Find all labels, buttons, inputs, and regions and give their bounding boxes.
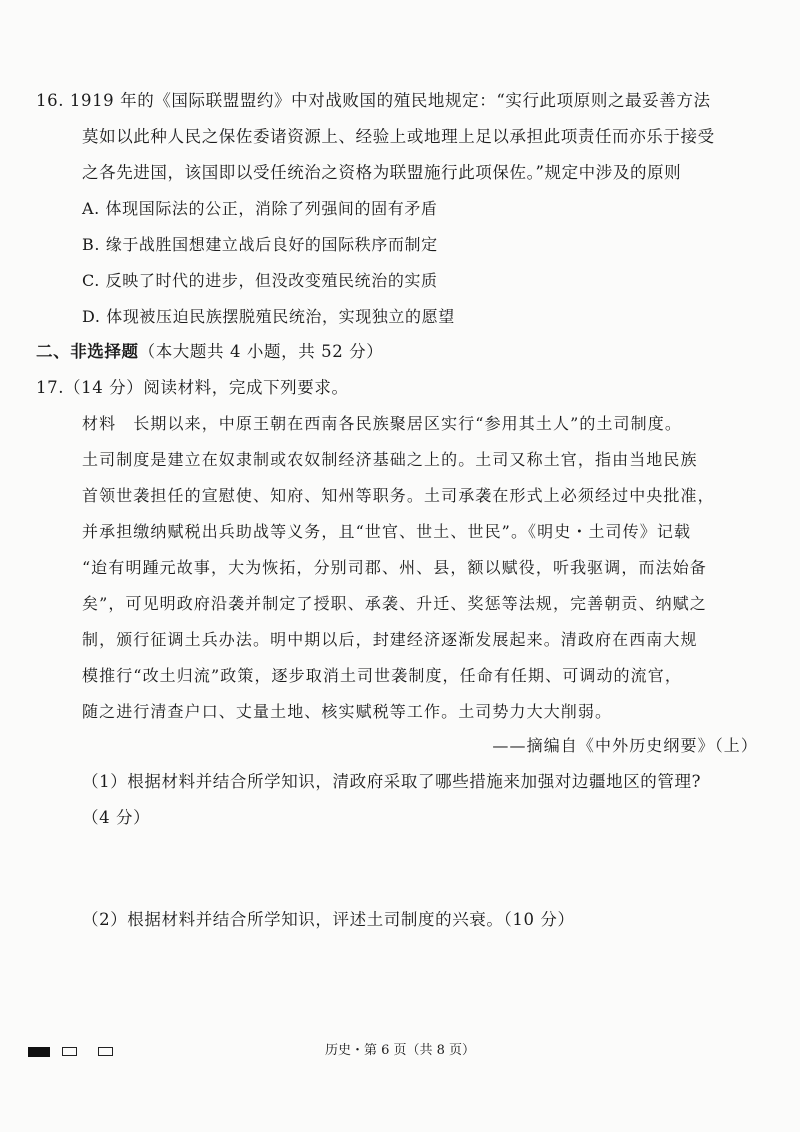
q17-material-line-4: 并承担缴纳赋税出兵助战等义务，且“世官、世土、世民”。《明史・土司传》记载 — [82, 522, 692, 541]
q17-subquestion-2: （2）根据材料并结合所学知识，评述土司制度的兴衰。（10 分） — [82, 910, 575, 929]
q16-line-1: 16. 1919 年的《国际联盟盟约》中对战败国的殖民地规定：“实行此项原则之最妥善方法 — [36, 91, 711, 110]
q17-material-line-9: 随之进行清查户口、丈量土地、核实赋税等工作。土司势力大大削弱。 — [82, 702, 613, 721]
q17-material-line-5: “迨有明踵元故事，大为恢拓，分别司郡、州、县，额以赋役，听我驱调，而法始备 — [82, 558, 707, 577]
q16-line-3: 之各先进国，该国即以受任统治之资格为联盟施行此项保佐。”规定中涉及的原则 — [82, 163, 682, 182]
q17-subquestion-1-points: （4 分） — [82, 808, 151, 827]
section-2-note: （本大题共 4 小题，共 52 分） — [138, 342, 384, 361]
q17-material-line-3: 首领世袭担任的宣慰使、知府、知州等职务。土司承袭在形式上必须经过中央批准， — [82, 486, 715, 505]
q17-source-citation: ——摘编自《中外历史纲要》（上） — [492, 736, 758, 755]
q16-option-b: B. 缘于战胜国想建立战后良好的国际秩序而制定 — [82, 235, 438, 254]
q16-line-2: 莫如以此种人民之保佐委诸资源上、经验上或地理上足以承担此项责任而亦乐于接受 — [82, 127, 715, 146]
q16-option-d: D. 体现被压迫民族摆脱殖民统治，实现独立的愿望 — [82, 307, 455, 326]
page-number-label: 历史・第 6 页（共 8 页） — [324, 1043, 476, 1058]
q16-option-c: C. 反映了时代的进步，但没改变殖民统治的实质 — [82, 271, 438, 290]
q17-stem: 17.（14 分）阅读材料，完成下列要求。 — [36, 378, 349, 397]
q17-material-line-7: 制，颁行征调土兵办法。明中期以后，封建经济逐渐发展起来。清政府在西南大规 — [82, 630, 698, 649]
q17-material-line-2: 土司制度是建立在奴隶制或农奴制经济基础之上的。土司又称土官，指由当地民族 — [82, 450, 698, 469]
q16-option-a: A. 体现国际法的公正，消除了列强间的固有矛盾 — [82, 199, 438, 218]
q17-material-line-1: 材料 长期以来，中原王朝在西南各民族聚居区实行“参用其土人”的土司制度。 — [82, 414, 682, 433]
q17-subquestion-1: （1）根据材料并结合所学知识，清政府采取了哪些措施来加强对边疆地区的管理? — [82, 772, 702, 791]
section-2-heading — [36, 340, 383, 364]
q17-material-line-6: 矣”，可见明政府沿袭并制定了授职、承袭、升迁、奖惩等法规，完善朝贡、纳赋之 — [82, 594, 707, 613]
q17-material-line-8: 模推行“改土归流”政策，逐步取消土司世袭制度，任命有任期、可调动的流官， — [82, 666, 682, 685]
section-2-title: 二、非选择题 — [36, 342, 139, 361]
